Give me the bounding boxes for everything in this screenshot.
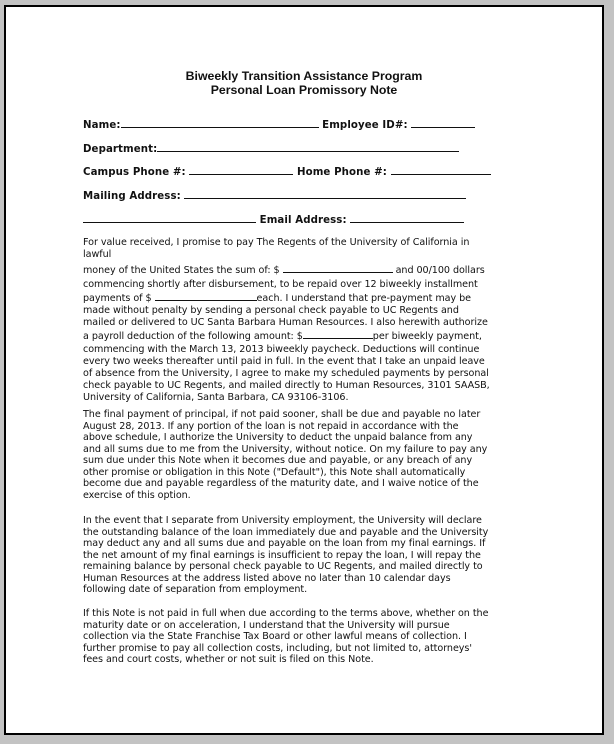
document-subtitle: Personal Loan Promissory Note — [210, 83, 398, 97]
email-address-field[interactable] — [350, 212, 464, 223]
text-line: other promise or obligation in this Note ("Default"), this Note shall automatically — [83, 466, 466, 478]
department-label: Department: — [83, 144, 158, 155]
text-line: maturity date or on acceleration, I understand that the University will pursue — [83, 619, 450, 631]
paragraph-separation — [83, 515, 533, 596]
text-line: lawful — [83, 249, 112, 261]
text-line: may deduct any and all sums due and payable on the loan from my final earnings. If — [83, 538, 486, 549]
employee-id-label: Employee ID#: — [322, 120, 408, 131]
text-line: sum due under this Note when it becomes due and payable, or any breach of any — [83, 455, 473, 466]
text-line: The final payment of principal, if not paid sooner, shall be due and payable no later — [83, 409, 481, 420]
text-line: above schedule, I authorize the University to deduct the unpaid balance from any — [83, 432, 473, 443]
name-label: Name: — [83, 120, 121, 131]
text-line: exercise of this option. — [83, 489, 191, 501]
email-row — [83, 212, 464, 227]
text-line: Human Resources at the address listed above no later than 10 calendar days — [83, 572, 451, 584]
text-line: mailed or delivered to UC Santa Barbara Human Resources. I also herewith authorize — [83, 317, 488, 329]
text-line: remaining balance by personal check payable to UC Regents, and mailed directly to — [83, 561, 483, 572]
text-span: money of the United States the sum of: $ — [83, 264, 283, 276]
mailing-address-row — [83, 188, 466, 203]
text-line: If this Note is not paid in full when due according to the terms above, whether on the — [83, 608, 489, 619]
text-line: become due and payable regardless of the maturity date, and I waive notice of the — [83, 478, 479, 489]
text-span: payments of $ — [83, 292, 155, 304]
deduction-amount-field[interactable] — [303, 329, 373, 339]
home-phone-field[interactable] — [391, 164, 491, 175]
email-address-label: Email Address: — [259, 215, 347, 226]
campus-phone-field[interactable] — [189, 164, 293, 175]
name-row — [83, 117, 475, 132]
text-span: and 00/100 dollars — [392, 264, 485, 276]
installment-amount-field[interactable] — [155, 291, 257, 301]
text-line: the outstanding balance of the loan immediately due and payable and the University — [83, 526, 489, 538]
text-line: of absence from the University, I agree to make my scheduled payments by personal — [83, 368, 489, 380]
paragraph-final-payment — [83, 409, 533, 501]
paragraph-collection — [83, 608, 533, 666]
text-line: In the event that I separate from University employment, the University will declare — [83, 515, 482, 526]
text-line: For value received, I promise to pay The Regents of the University of California in — [83, 237, 470, 248]
text-span: per biweekly payment, — [372, 331, 482, 343]
text-line: every two weeks thereafter until paid in full. In the event that I take an unpaid leave — [83, 355, 485, 367]
document-title: Biweekly Transition Assistance Program — [185, 69, 423, 83]
text-line: made without penalty by sending a personal check payable to UC Regents and — [83, 305, 459, 317]
name-field[interactable] — [121, 117, 319, 128]
text-line: further promise to pay all collection costs, including, but not limited to, attorneys' — [83, 642, 472, 654]
mailing-address-label: Mailing Address: — [83, 191, 181, 202]
text-line-sum — [83, 263, 533, 277]
home-phone-label: Home Phone #: — [296, 167, 387, 178]
text-span: a payroll deduction of the following amount: $ — [83, 331, 303, 343]
text-line-installment — [83, 291, 533, 305]
text-line: check payable to UC Regents, and mailed directly to Human Resources, 3101 SAASB, — [83, 380, 490, 392]
text-line: collection via the State Franchise Tax Board or other lawful means of collection. I — [83, 631, 467, 642]
text-line: commencing shortly after disbursement, to be repaid over 12 biweekly installment — [83, 278, 478, 290]
department-row — [83, 141, 459, 156]
text-line: following date of separation from employment. — [83, 584, 308, 595]
text-line: commencing with the March 13, 2013 biweekly paycheck. Deductions will continue — [83, 343, 480, 355]
phone-row — [83, 164, 491, 179]
department-field[interactable] — [157, 141, 459, 152]
text-line: the net amount of my final earnings is insufficient to repay the loan, I will repay the — [83, 549, 481, 561]
text-line: August 28, 2013. If any portion of the loan is not repaid in accordance with the — [83, 420, 459, 432]
campus-phone-label: Campus Phone #: — [83, 167, 186, 178]
loan-sum-field[interactable] — [283, 263, 393, 273]
text-line: and all sums due to me from the University, without notice. On my failure to pay any — [83, 443, 488, 455]
text-line: fees and court costs, whether or not suit is filed on this Note. — [83, 654, 374, 665]
employee-id-field[interactable] — [411, 117, 475, 128]
mailing-address-line2-field[interactable] — [83, 212, 256, 223]
paragraph-loan-terms — [83, 237, 533, 405]
text-line-deduction — [83, 329, 533, 343]
text-line: University of California, Santa Barbara, CA 93106-3106. — [83, 392, 349, 404]
mailing-address-field[interactable] — [184, 188, 466, 199]
text-span: each. I understand that pre-payment may be — [256, 292, 471, 304]
